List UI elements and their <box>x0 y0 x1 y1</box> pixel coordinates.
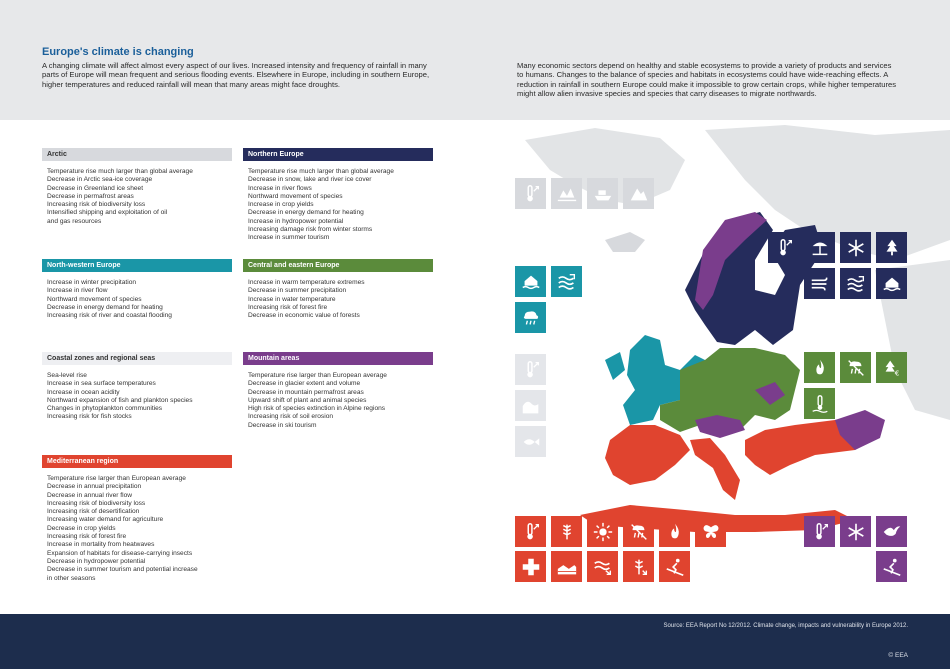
region-item: Decrease in glacier extent and volume <box>248 380 361 388</box>
region-north-western-europe <box>42 259 232 320</box>
ski-icon <box>659 551 690 582</box>
region-item: Increasing risk of forest fire <box>248 303 328 311</box>
region-item: Increasing risk of river and coastal flooding <box>47 312 172 320</box>
drought-rain-icon <box>623 516 654 547</box>
tree-icon <box>876 232 907 263</box>
region-item: Changes in phytoplankton communities <box>47 405 163 413</box>
fire-icon <box>804 352 835 383</box>
region-item: Temperature rise much larger than global average <box>248 168 394 175</box>
region-arctic <box>42 148 232 226</box>
region-arctic-list <box>42 168 232 226</box>
region-coastal-zones <box>42 352 232 422</box>
fish-icon <box>515 426 546 457</box>
region-item: Increase in river flow <box>47 287 108 295</box>
region-item: Increasing risk for fish stocks <box>47 413 132 421</box>
region-item: Increasing damage risk from winter storms <box>248 226 373 234</box>
region-coastal-list <box>42 372 232 422</box>
region-northern-list <box>243 168 433 243</box>
region-item: Decrease in economic value of forests <box>248 312 360 320</box>
region-item: Northward movement of species <box>248 192 343 200</box>
region-mountain-heading: Mountain areas <box>243 352 433 365</box>
thermometer-icon <box>515 354 546 385</box>
region-northern-heading: Northern Europe <box>243 148 433 161</box>
region-item: Decrease in annual river flow <box>47 491 133 499</box>
region-central-heading: Central and eastern Europe <box>243 259 433 272</box>
thermometer-icon <box>804 516 835 547</box>
region-northwestern-list <box>42 279 232 320</box>
region-central-list <box>243 279 433 320</box>
crop-icon <box>551 516 582 547</box>
region-northern-europe <box>243 148 433 243</box>
region-item: Decrease in snow, lake and river ice cover <box>248 176 372 184</box>
region-item: in other seasons <box>47 574 96 582</box>
region-item: Increase in warm temperature extremes <box>248 279 365 286</box>
sun-icon <box>587 516 618 547</box>
region-item: Increase in river flows <box>248 184 312 192</box>
region-item: Decrease in crop yields <box>47 524 116 532</box>
region-item: Decrease in permafrost areas <box>47 192 134 200</box>
region-item: Increasing risk of desertification <box>47 508 140 516</box>
source-note: Source: EEA Report No 12/2012. Climate change, impacts and vulnerability in Europe 2012. <box>663 623 908 629</box>
snowflake-icon <box>840 516 871 547</box>
region-item: Increase in ocean acidity <box>47 388 120 396</box>
desert-icon <box>551 551 582 582</box>
region-item: Decrease in Arctic sea-ice coverage <box>47 176 153 184</box>
crop-decrease-icon <box>623 551 654 582</box>
rain-icon <box>515 302 546 333</box>
region-item: Increasing risk of biodiversity loss <box>47 499 146 507</box>
region-item: Increase in water temperature <box>248 295 336 303</box>
thermometer-icon <box>515 178 546 209</box>
map-island-iceland <box>605 232 645 252</box>
region-item: Decrease in ski tourism <box>248 421 317 429</box>
region-item: Increase in hydropower potential <box>248 217 344 225</box>
beach-umbrella-icon <box>804 232 835 263</box>
region-item: Temperature rise larger than European average <box>47 475 186 482</box>
map-island-ireland <box>605 352 625 380</box>
region-mediterranean <box>42 455 232 583</box>
snowflake-icon <box>840 232 871 263</box>
wave-icon <box>515 390 546 421</box>
region-item: High risk of species extinction in Alpine regions <box>248 405 386 413</box>
region-item: Decrease in summer tourism and potential increase <box>47 566 198 574</box>
region-northwestern-heading: North-western Europe <box>42 259 232 272</box>
region-item: Upward shift of plant and animal species <box>248 396 367 404</box>
region-item: Increasing risk of biodiversity loss <box>47 201 146 209</box>
region-item: Expansion of habitats for disease-carrying insects <box>47 549 193 557</box>
region-item: Decrease in Greenland ice sheet <box>47 184 144 192</box>
sea-ice-icon <box>551 178 582 209</box>
region-item: Decrease in mountain permafrost areas <box>248 388 364 396</box>
intro-right-paragraph: Many economic sectors depend on healthy and stable ecosystems to provide a variety of products and services to humans. Changes to the balance of species and habitats in ecosystems could have wide-reaching effects. A reduction in rainfall in southern Europe could make it impossible to grow certain crops, while higher temperatures might allow alien invasive species and species that carry diseases to migrate northwards. <box>517 61 897 99</box>
intro-left-paragraph: A changing climate will affect almost every aspect of our lives. Increased intensity and frequency of rainfall in many parts of Europe will mean frequent and serious flooding events. Elsewhere in Europe, including in southern Europe, higher temperatures and reduced rainfall will mean that many areas might face droughts. <box>42 61 430 89</box>
region-item: Decrease in energy demand for heating <box>47 303 163 311</box>
svg-text:€: € <box>894 367 899 377</box>
butterfly-icon <box>695 516 726 547</box>
region-item: Sea-level rise <box>47 372 87 379</box>
copyright: © EEA <box>888 652 908 659</box>
region-item: Northward movement of species <box>47 295 142 303</box>
thermometer-icon <box>768 232 799 263</box>
river-flow-icon <box>551 266 582 297</box>
region-item: Increase in summer tourism <box>248 234 330 242</box>
region-mountain-list <box>243 372 433 430</box>
fire-icon <box>659 516 690 547</box>
region-central-eastern-europe <box>243 259 433 320</box>
region-item: Increasing risk of soil erosion <box>248 413 334 421</box>
health-icon <box>515 551 546 582</box>
region-arctic-heading: Arctic <box>42 148 232 161</box>
region-mediterranean-list <box>42 475 232 583</box>
region-item: Increase in winter precipitation <box>47 279 137 286</box>
region-item: Increase in mortality from heatwaves <box>47 541 155 549</box>
flooded-house-icon <box>515 266 546 297</box>
region-item: Decrease in energy demand for heating <box>248 209 364 217</box>
flooded-house-icon <box>876 268 907 299</box>
region-coastal-heading: Coastal zones and regional seas <box>42 352 232 365</box>
wind-icon <box>804 268 835 299</box>
drought-rain-icon <box>840 352 871 383</box>
river-flow-icon <box>840 268 871 299</box>
region-item: Temperature rise larger than European average <box>248 372 387 379</box>
header-band <box>0 0 950 120</box>
region-item: Decrease in summer precipitation <box>248 287 347 295</box>
bird-icon <box>876 516 907 547</box>
region-item: Increasing water demand for agriculture <box>47 516 164 524</box>
region-item: Increase in crop yields <box>248 201 314 209</box>
ski-icon <box>876 551 907 582</box>
glacier-icon <box>623 178 654 209</box>
ship-icon <box>587 178 618 209</box>
river-decrease-icon <box>587 551 618 582</box>
region-item: Intensified shipping and exploitation of oil <box>47 209 168 217</box>
page-title: Europe's climate is changing <box>42 46 194 58</box>
region-item: Decrease in hydropower potential <box>47 557 146 565</box>
region-mountain-areas <box>243 352 433 430</box>
thermometer-icon <box>515 516 546 547</box>
temperature-water-icon <box>804 388 835 419</box>
region-item: Northward expansion of fish and plankton species <box>47 396 193 404</box>
forest-value-icon <box>876 352 907 383</box>
region-mediterranean-heading: Mediterranean region <box>42 455 232 468</box>
region-item: Temperature rise much larger than global average <box>47 168 193 175</box>
region-item: Increasing risk of forest fire <box>47 533 127 541</box>
region-item: Decrease in annual precipitation <box>47 483 142 491</box>
region-item: and gas resources <box>47 217 102 225</box>
region-item: Increase in sea surface temperatures <box>47 380 156 388</box>
